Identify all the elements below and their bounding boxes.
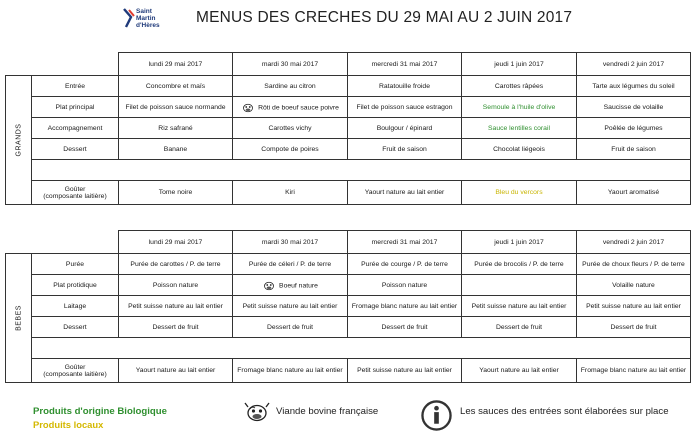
info-icon (421, 400, 452, 431)
row-label: Laitage (32, 296, 119, 317)
day-header: mercredi 31 mai 2017 (348, 231, 462, 254)
french-beef-icon (241, 102, 255, 113)
menu-cell: Chocolat liégeois (462, 139, 577, 160)
menu-cell: Petit suisse nature au lait entier (119, 296, 233, 317)
day-header: jeudi 1 juin 2017 (462, 231, 577, 254)
menu-cell: Purée de courge / P. de terre (348, 254, 462, 275)
menu-cell: Boeuf nature (233, 275, 348, 296)
menu-cell: Filet de poisson sauce estragon (348, 97, 462, 118)
row-label: Dessert (32, 317, 119, 338)
menu-cell: Carottes vichy (233, 118, 348, 139)
gouter-cell: Yaourt nature au lait entier (462, 359, 577, 383)
menu-cell: Dessert de fruit (348, 317, 462, 338)
bebes-menu-table (5, 230, 691, 383)
gouter-cell: Yaourt nature au lait entier (119, 359, 233, 383)
day-header: lundi 29 mai 2017 (119, 53, 233, 76)
menu-cell: Fromage blanc nature au lait entier (348, 296, 462, 317)
menu-cell: Ratatouille froide (348, 76, 462, 97)
menu-cell: Boulgour / épinard (348, 118, 462, 139)
day-header: jeudi 1 juin 2017 (462, 53, 577, 76)
gouter-cell: Fromage blanc nature au lait entier (577, 359, 691, 383)
menu-cell: Poisson nature (348, 275, 462, 296)
gouter-cell: Petit suisse nature au lait entier (348, 359, 462, 383)
menu-cell (462, 275, 577, 296)
legend-info-sauces: Les sauces des entrées sont élaborées sur place (460, 406, 669, 417)
row-label: Plat principal (32, 97, 119, 118)
menu-cell: Tarte aux légumes du soleil (577, 76, 691, 97)
menu-cell: Poisson nature (119, 275, 233, 296)
menu-cell: Compote de poires (233, 139, 348, 160)
row-label-gouter: Goûter (composante laitière) (32, 181, 119, 205)
menu-cell: Dessert de fruit (577, 317, 691, 338)
row-label: Plat protidique (32, 275, 119, 296)
menu-cell: Petit suisse nature au lait entier (577, 296, 691, 317)
gouter-cell: Yaourt aromatisé (577, 181, 691, 205)
menu-cell: Purée de carottes / P. de terre (119, 254, 233, 275)
menu-cell: Purée de brocolis / P. de terre (462, 254, 577, 275)
menu-cell: Fruit de saison (348, 139, 462, 160)
logo-mark-icon (122, 7, 136, 29)
row-label: Accompagnement (32, 118, 119, 139)
legend-bio: Produits d'origine Biologique (33, 406, 167, 417)
menu-cell: Dessert de fruit (119, 317, 233, 338)
day-header: mercredi 31 mai 2017 (348, 53, 462, 76)
row-label: Dessert (32, 139, 119, 160)
menu-cell: Purée de céleri / P. de terre (233, 254, 348, 275)
french-beef-icon (262, 280, 276, 291)
page-title: MENUS DES CRECHES DU 29 MAI AU 2 JUIN 2017 (196, 9, 573, 26)
menu-cell: Sauce lentilles corail (462, 118, 577, 139)
menu-cell: Poêlée de légumes (577, 118, 691, 139)
menu-cell: Volaille nature (577, 275, 691, 296)
spacer-row (32, 338, 691, 359)
day-header: mardi 30 mai 2017 (233, 231, 348, 254)
menu-cell: Riz safrané (119, 118, 233, 139)
menu-cell: Semoule à l'huile d'olive (462, 97, 577, 118)
menu-cell: Fruit de saison (577, 139, 691, 160)
menu-cell: Rôti de boeuf sauce poivre (233, 97, 348, 118)
legend-local: Produits locaux (33, 419, 104, 430)
spacer-row (32, 160, 691, 181)
gouter-cell: Bleu du vercors (462, 181, 577, 205)
gouter-cell: Yaourt nature au lait entier (348, 181, 462, 205)
menu-cell: Banane (119, 139, 233, 160)
logo-text: Saint Martin d'Hères (136, 8, 160, 29)
menu-cell: Concombre et maïs (119, 76, 233, 97)
grands-section-label: GRANDS (6, 76, 32, 205)
french-beef-icon (244, 401, 270, 423)
grands-menu-table (5, 52, 691, 205)
menu-cell: Dessert de fruit (233, 317, 348, 338)
day-header: vendredi 2 juin 2017 (577, 231, 691, 254)
menu-cell: Petit suisse nature au lait entier (462, 296, 577, 317)
menu-cell: Purée de choux fleurs / P. de terre (577, 254, 691, 275)
legend-french-beef: Viande bovine française (276, 406, 379, 417)
menu-cell: Carottes râpées (462, 76, 577, 97)
logo-saint-martin-dheres (122, 6, 174, 36)
bebes-section-label: BEBES (6, 254, 32, 383)
gouter-cell: Tome noire (119, 181, 233, 205)
row-label: Entrée (32, 76, 119, 97)
menu-cell: Petit suisse nature au lait entier (233, 296, 348, 317)
menu-cell: Sardine au citron (233, 76, 348, 97)
gouter-cell: Kiri (233, 181, 348, 205)
row-label: Purée (32, 254, 119, 275)
row-label-gouter: Goûter (composante laitière) (32, 359, 119, 383)
menu-cell: Filet de poisson sauce normande (119, 97, 233, 118)
day-header: vendredi 2 juin 2017 (577, 53, 691, 76)
day-header: mardi 30 mai 2017 (233, 53, 348, 76)
gouter-cell: Fromage blanc nature au lait entier (233, 359, 348, 383)
day-header: lundi 29 mai 2017 (119, 231, 233, 254)
menu-cell: Dessert de fruit (462, 317, 577, 338)
menu-cell: Saucisse de volaille (577, 97, 691, 118)
